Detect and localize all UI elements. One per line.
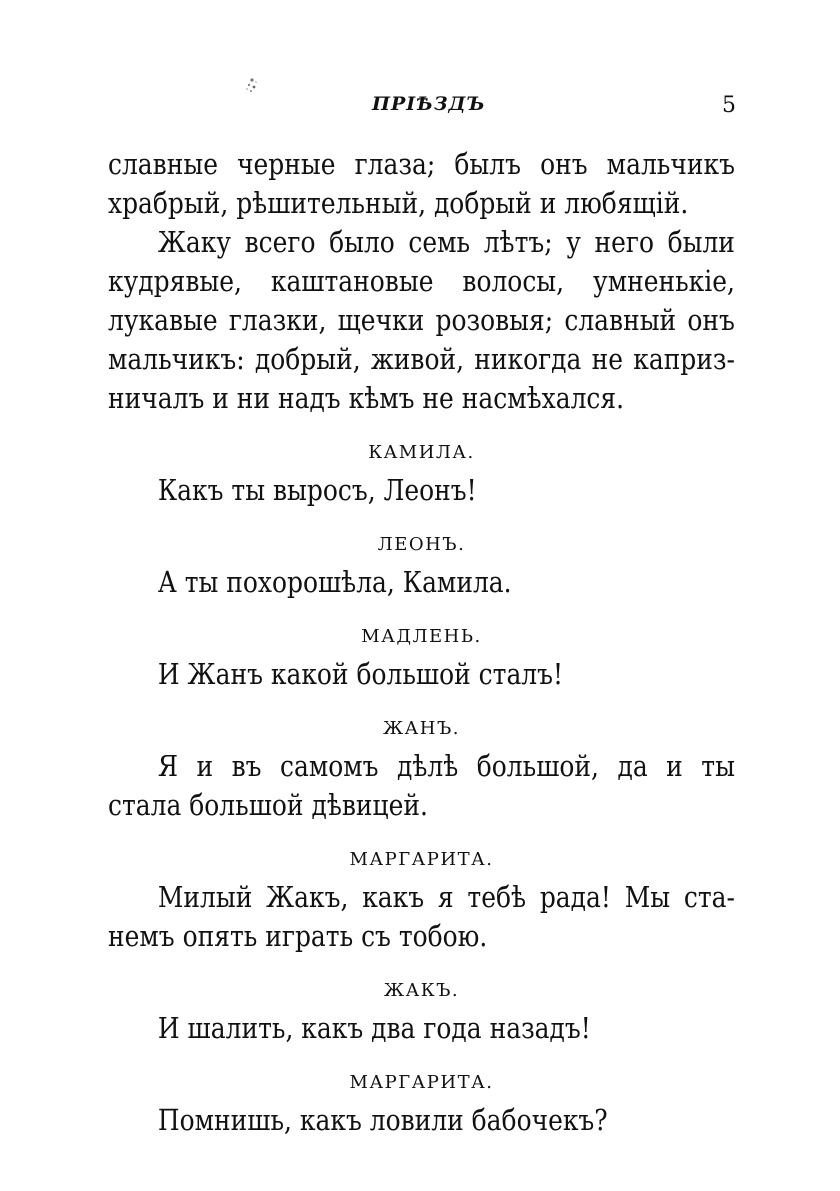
speech <box>108 747 735 825</box>
speaker-name: МАРГАРИТА. <box>349 849 494 870</box>
speaker-name: МАРГАРИТА. <box>349 1072 494 1093</box>
running-head <box>0 93 840 123</box>
text-line: немъ опять играть съ тобою. <box>108 919 488 953</box>
text-line: Я и въ самомъ дѣлѣ большой, да и ты <box>157 749 735 783</box>
text-line: А ты похорошѣла, Камила. <box>157 565 512 599</box>
text-line: Помнишь, какъ ловили бабочекъ? <box>157 1103 608 1137</box>
dialogue-block <box>108 624 735 694</box>
dialogue-block <box>108 440 735 510</box>
text-line: славные черные глаза; былъ онъ мальчикъ <box>108 147 735 181</box>
dialogue-block <box>108 716 735 825</box>
text-line: лукавые глазки, щечки розовыя; славный онъ <box>108 303 735 337</box>
text-line: И Жанъ какой большой сталъ! <box>157 657 564 691</box>
text-line: храбрый, рѣшительный, добрый и любящій. <box>108 186 689 220</box>
paragraph <box>108 223 735 418</box>
speaker-name: ЖАНЪ. <box>382 718 461 739</box>
text-line: ничалъ и ни надъ кѣмъ не насмѣхался. <box>108 381 625 415</box>
speech <box>108 563 735 602</box>
dialogue-block <box>108 978 735 1048</box>
speaker-name: ЛЕОНЪ. <box>377 534 466 555</box>
text-line: Милый Жакъ, какъ я тебѣ рада! Мы ста- <box>157 880 735 914</box>
speech <box>108 1009 735 1048</box>
speech <box>108 471 735 510</box>
text-line: Какъ ты выросъ, Леонъ! <box>157 473 477 507</box>
page-number: 5 <box>722 93 736 118</box>
speech <box>108 655 735 694</box>
speech <box>108 1101 735 1140</box>
running-title: ПРІѢЗДЪ <box>372 93 486 115</box>
text-line: кудрявые, каштановые волосы, умненькіе, <box>108 264 735 298</box>
dialogue-block <box>108 1070 735 1140</box>
paragraph <box>108 145 735 223</box>
dialogue-block <box>108 847 735 956</box>
speaker-name: ЖАКЪ. <box>383 980 460 1001</box>
speaker-name: МАДЛЕНЬ. <box>361 626 482 647</box>
text-line: стала большой дѣвицей. <box>108 788 428 822</box>
text-line: Жаку всего было семь лѣтъ; у него были <box>157 225 735 259</box>
text-line: мальчикъ: добрый, живой, никогда не каприз- <box>108 342 735 376</box>
speaker-name: КАМИЛА. <box>368 442 475 463</box>
text-line: И шалить, какъ два года назадъ! <box>157 1011 591 1045</box>
body-text <box>108 145 735 1140</box>
speech <box>108 878 735 956</box>
dialogue-block <box>108 532 735 602</box>
